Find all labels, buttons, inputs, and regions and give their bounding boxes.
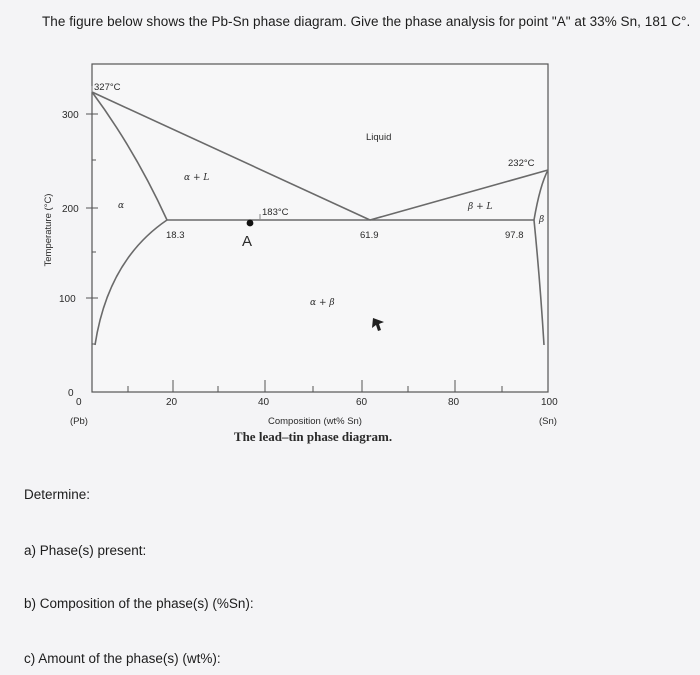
eutectic-temp-label: 183°C (262, 207, 289, 218)
y-tick-200: 200 (62, 204, 79, 215)
question-text: The figure below shows the Pb-Sn phase diagram. Give the phase analysis for point "A" at 33% Sn, 181 C°. (42, 14, 691, 29)
sn-melt-label: 232°C (508, 158, 535, 169)
diagram-caption: The lead–tin phase diagram. (233, 429, 393, 444)
determine-heading: Determine: (24, 487, 91, 502)
x-label-sn: (Sn) (539, 416, 557, 427)
x-tick-100: 100 (541, 397, 558, 408)
x-tick-0: 0 (76, 397, 82, 408)
region-alpha-liquid: α + L (184, 173, 210, 183)
question-c: c) Amount of the phase(s) (wt%): (24, 651, 221, 666)
region-liquid: Liquid (366, 132, 392, 143)
y-tick-0: 0 (68, 388, 74, 399)
question-b: b) Composition of the phase(s) (%Sn): (24, 596, 254, 611)
plot-frame (92, 64, 548, 392)
region-alpha-beta: α + β (310, 298, 335, 308)
x-tick-40: 40 (258, 397, 270, 408)
alpha-max-label: 18.3 (166, 230, 185, 241)
pb-melt-label: 327°C (94, 82, 121, 93)
region-alpha: α (118, 201, 125, 211)
x-label-pb: (Pb) (70, 416, 88, 427)
y-tick-100: 100 (59, 294, 76, 305)
region-beta-liquid: β + L (468, 202, 493, 212)
question-a: a) Phase(s) present: (24, 543, 147, 558)
beta-max-label: 97.8 (505, 230, 524, 241)
x-tick-20: 20 (166, 397, 178, 408)
x-axis-label: Composition (wt% Sn) (268, 416, 362, 427)
eutectic-comp-label: 61.9 (360, 230, 379, 241)
point-a-label: A (242, 233, 253, 250)
y-tick-300: 300 (62, 110, 79, 121)
y-axis-label: Temperature (°C) (43, 193, 54, 267)
region-beta: β (539, 215, 545, 225)
point-a-marker (247, 220, 254, 227)
x-tick-60: 60 (356, 397, 368, 408)
x-tick-80: 80 (448, 397, 460, 408)
